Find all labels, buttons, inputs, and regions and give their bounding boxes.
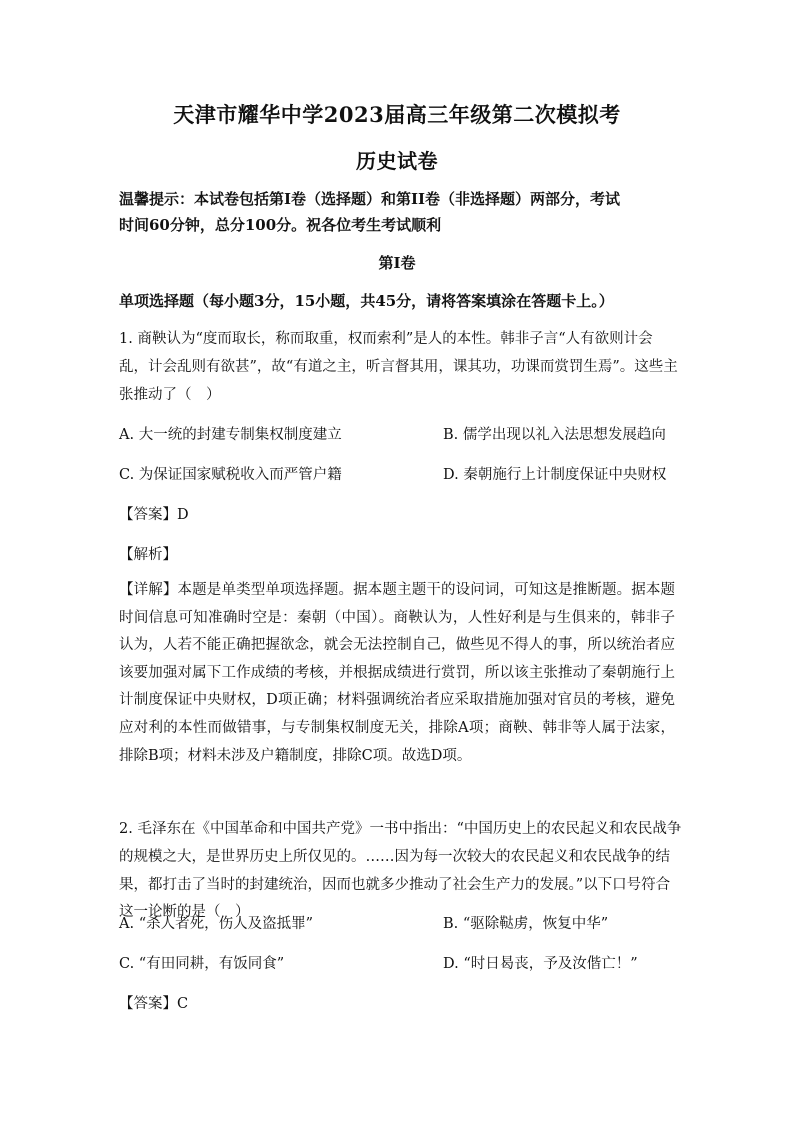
q1-stem-line-3: 张推动了（ ） (119, 387, 221, 403)
notice-line-2: 时间60分钟，总分100分。祝各位考生考试顺利 (119, 216, 442, 234)
section-heading: 第I卷 (378, 254, 416, 272)
q2-option-a: A. “杀人者死，伤人及盗抵罪” (119, 916, 314, 932)
q2-option-c: C. “有田同耕，有饭同食” (119, 956, 285, 972)
q1-option-b: B. 儒学出现以礼入法思想发展趋向 (443, 427, 666, 443)
q2-stem-line-2: 的规模之大，是世界历史上所仅见的。……因为每一次较大的农民起义和农民战争的结 (119, 849, 670, 865)
q2-answer: 【答案】C (119, 996, 189, 1012)
q2-stem-line-1: 2. 毛泽东在《中国革命和中国共产党》一书中指出：“中国历史上的农民起义和农民战争 (119, 821, 682, 837)
q2-option-b: B. “驱除鞑虏，恢复中华” (443, 916, 609, 932)
notice-line-1: 温馨提示：本试卷包括第I卷（选择题）和第II卷（非选择题）两部分，考试 (119, 190, 621, 208)
q1-detail-paragraph: 【详解】本题是单类型单项选择题。据本题主题干的设问词，可知这是推断题。据本题时间信息可知准确时空是：秦朝（中国）。商鞅认为，人性好利是与生俱来的，韩非子认为，人若不能正确把握欲念，就会无法控制自己，做些见不得人的事，所以统治者应该要加强对属下工作成绩的考核，并根据成绩进行赏罚，所以该主张推动了秦朝施行上计制度保证中央财权，D项正确；材料强调统治者应采取措施加强对官员的考核，避免应对利的本性而做错事，与专制集权制度无关，排除A项；商鞅、韩非等人属于法家，排除B项；材料未涉及户籍制度，排除C项。故选D项。 (119, 582, 675, 764)
q1-stem-line-2: 乱，计会乱则有欲甚”，故“有道之主，听言督其用，课其功，功课而赏罚生焉”。这些主 (119, 359, 678, 375)
exam-title: 天津市耀华中学2023届高三年级第二次模拟考 (173, 102, 621, 127)
q1-option-c: C. 为保证国家赋税收入而严管户籍 (119, 467, 342, 483)
q2-stem-line-3: 果，都打击了当时的封建统治，因而也就多少推动了社会生产力的发展。”以下口号符合 (119, 877, 671, 893)
q2-option-d: D. “时日曷丧，予及汝偕亡！” (443, 956, 638, 972)
q1-option-d: D. 秦朝施行上计制度保证中央财权 (443, 467, 667, 483)
q1-option-a: A. 大一统的封建专制集权制度建立 (119, 427, 342, 443)
q2-stem-line-4: 这一论断的是（ ） (119, 904, 250, 920)
q1-analysis-label: 【解析】 (119, 547, 177, 563)
q1-answer: 【答案】D (119, 507, 189, 523)
exam-subtitle: 历史试卷 (356, 149, 438, 173)
section-instruction: 单项选择题（每小题3分，15小题，共45分，请将答案填涂在答题卡上。） (119, 292, 614, 310)
q1-stem-line-1: 1. 商鞅认为“度而取长，称而取重，权而索利”是人的本性。韩非子言“人有欲则计会 (119, 331, 653, 347)
